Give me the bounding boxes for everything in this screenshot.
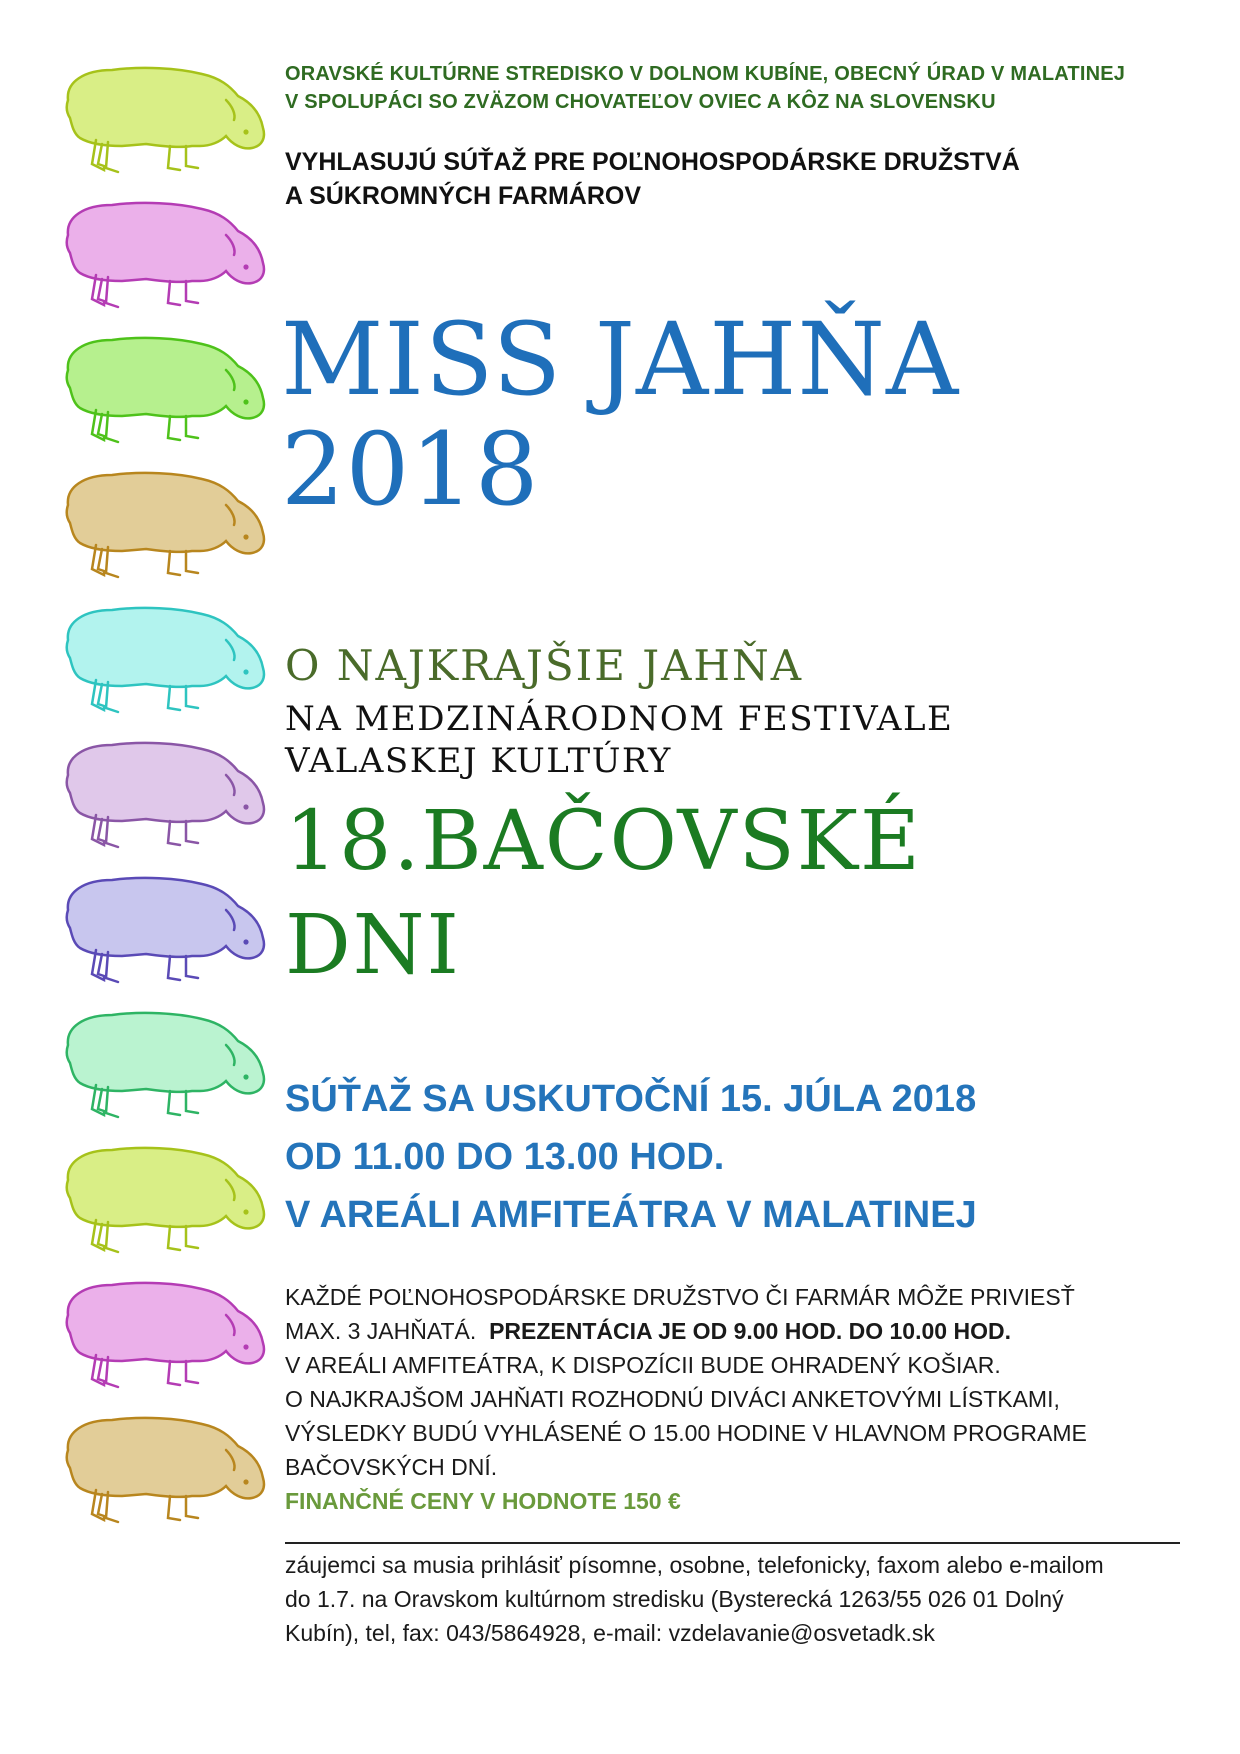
rules-line-6: BAČOVSKÝCH DNÍ. xyxy=(285,1454,498,1480)
sheep-decoration xyxy=(60,1140,270,1265)
rules-registration-time: PREZENTÁCIA JE OD 9.00 HOD. DO 10.00 HOD. xyxy=(489,1318,1011,1344)
festival-name xyxy=(285,790,922,998)
contact-line-1: záujemci sa musia prihlásiť písomne, osobne, telefonicky, faxom alebo e-mailom xyxy=(285,1552,1104,1578)
title-line-1: MISS JAHŇA xyxy=(281,301,960,418)
festival-description xyxy=(285,698,953,782)
sheep-icon xyxy=(60,1140,270,1265)
announcement xyxy=(285,145,1020,213)
event-date: SÚŤAŽ SA USKUTOČNÍ 15. JÚLA 2018 xyxy=(285,1078,977,1120)
sheep-icon xyxy=(60,870,270,995)
announcement-line-1: VYHLASUJÚ SÚŤAŽ PRE POĽNOHOSPODÁRSKE DRUŽSTVÁ xyxy=(285,148,1020,176)
sheep-decoration xyxy=(60,870,270,995)
sheep-decoration xyxy=(60,1410,270,1535)
festival-name-line-2: DNI xyxy=(285,898,461,993)
sheep-icon xyxy=(60,60,270,185)
page-title xyxy=(281,301,960,528)
event-venue: V AREÁLI AMFITEÁTRA V MALATINEJ xyxy=(285,1194,977,1236)
contact-line-3: Kubín), tel, fax: 043/5864928, e-mail: vzdelavanie@osvetadk.sk xyxy=(285,1620,935,1646)
sheep-decoration xyxy=(60,330,270,455)
subtitle-heading: O NAJKRAJŠIE JAHŇA xyxy=(285,641,804,690)
sheep-icon xyxy=(60,600,270,725)
sheep-decoration xyxy=(60,600,270,725)
announcement-line-2: A SÚKROMNÝCH FARMÁROV xyxy=(285,182,642,210)
festival-line-2: VALASKEJ KULTÚRY xyxy=(285,741,672,781)
festival-name-line-1: 18.BAČOVSKÉ xyxy=(285,794,922,889)
rules-text xyxy=(285,1280,1087,1518)
sheep-icon xyxy=(60,1275,270,1400)
rules-line-4: O NAJKRAJŠOM JAHŇATI ROZHODNÚ DIVÁCI ANKETOVÝMI LÍSTKAMI, xyxy=(285,1386,1060,1412)
sheep-icon xyxy=(60,735,270,860)
contact-line-2: do 1.7. na Oravskom kultúrnom stredisku (Bysterecká 1263/55 026 01 Dolný xyxy=(285,1586,1064,1612)
festival-line-1: NA MEDZINÁRODNOM FESTIVALE xyxy=(285,699,954,739)
organizers-line-2: V SPOLUPÁCI SO ZVÄZOM CHOVATEĽOV OVIEC A KÔZ NA SLOVENSKU xyxy=(285,91,996,113)
rules-line-2-max: MAX. 3 JAHŇATÁ. xyxy=(285,1318,477,1344)
contact-info xyxy=(285,1548,1185,1650)
prize-info: FINANČNÉ CENY V HODNOTE 150 € xyxy=(285,1488,681,1514)
sheep-decoration xyxy=(60,1275,270,1400)
organizers-line-1: ORAVSKÉ KULTÚRNE STREDISKO V DOLNOM KUBÍNE, OBECNÝ ÚRAD V MALATINEJ xyxy=(285,63,1126,85)
sheep-icon xyxy=(60,195,270,320)
rules-line-3: V AREÁLI AMFITEÁTRA, K DISPOZÍCII BUDE OHRADENÝ KOŠIAR. xyxy=(285,1352,1001,1378)
sheep-icon xyxy=(60,1410,270,1535)
rules-line-2 xyxy=(285,1314,1087,1348)
rules-line-5: VÝSLEDKY BUDÚ VYHLÁSENÉ O 15.00 HODINE V HLAVNOM PROGRAME xyxy=(285,1420,1087,1446)
title-year: 2018 xyxy=(281,411,540,528)
sheep-decoration xyxy=(60,60,270,185)
sheep-icon xyxy=(60,1005,270,1130)
rules-line-1: KAŽDÉ POĽNOHOSPODÁRSKE DRUŽSTVO ČI FARMÁR MÔŽE PRIVIESŤ xyxy=(285,1284,1075,1310)
sheep-decoration xyxy=(60,735,270,860)
divider xyxy=(285,1542,1180,1544)
organizers xyxy=(285,60,1125,116)
sheep-icon xyxy=(60,330,270,455)
sheep-decoration xyxy=(60,195,270,320)
event-time: OD 11.00 DO 13.00 HOD. xyxy=(285,1136,725,1178)
event-info xyxy=(285,1070,977,1244)
sheep-decoration xyxy=(60,1005,270,1130)
sheep-decoration xyxy=(60,465,270,590)
sheep-icon xyxy=(60,465,270,590)
